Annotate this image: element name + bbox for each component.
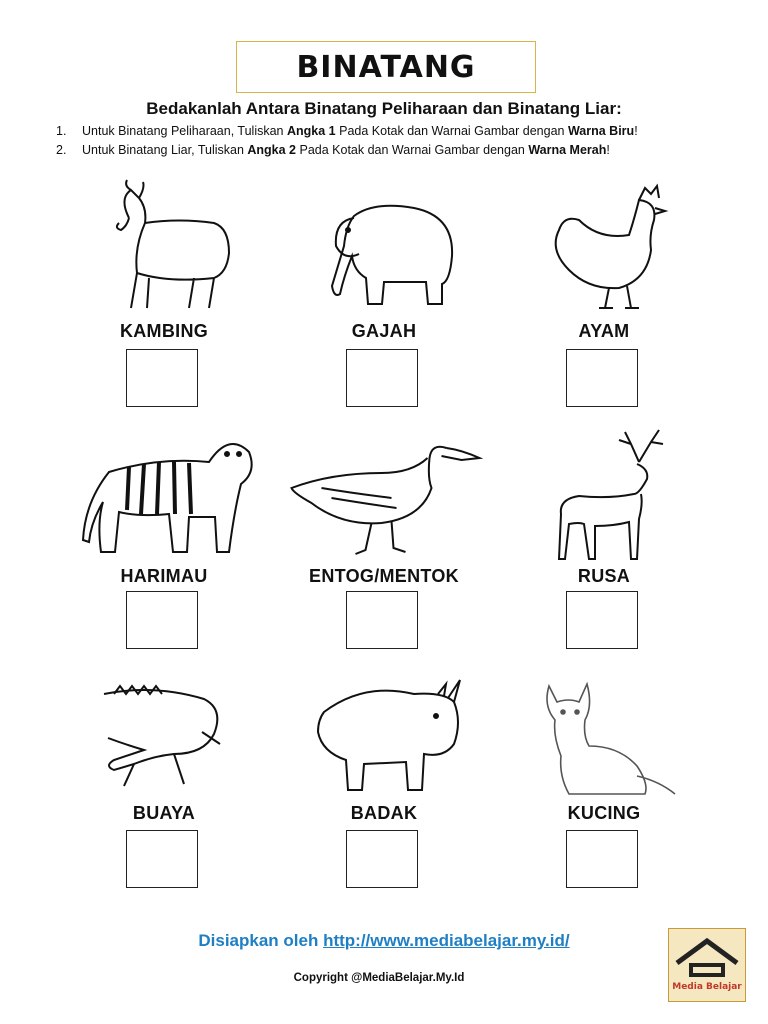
animal-label: BADAK bbox=[350, 803, 418, 823]
website-link[interactable]: http://www.mediabelajar.my.id/ bbox=[323, 931, 570, 950]
answer-box-buaya[interactable] bbox=[126, 830, 198, 888]
instructions-list bbox=[56, 122, 736, 160]
chicken-icon bbox=[539, 180, 669, 315]
answer-box-rusa[interactable] bbox=[566, 591, 638, 649]
copyright-text: Copyright @MediaBelajar.My.Id bbox=[293, 972, 465, 984]
animal-label: BUAYA bbox=[132, 803, 196, 823]
animal-label: KAMBING bbox=[119, 321, 209, 341]
instruction-item: 1. Untuk Binatang Peliharaan, Tuliskan Angka 1 Pada Kotak dan Warnai Gambar dengan Warna Biru! bbox=[56, 124, 638, 138]
elephant-icon bbox=[304, 186, 464, 316]
answer-box-entog[interactable] bbox=[346, 591, 418, 649]
cat-icon bbox=[529, 676, 679, 801]
animal-label: KUCING bbox=[567, 803, 641, 823]
animal-label: HARIMAU bbox=[120, 566, 208, 586]
subtitle: Bedakanlah Antara Binatang Peliharaan dan Binatang Liar: bbox=[146, 99, 622, 118]
animal-label: ENTOG/MENTOK bbox=[309, 566, 459, 586]
answer-box-harimau[interactable] bbox=[126, 591, 198, 649]
svg-text:Media Belajar: Media Belajar bbox=[672, 982, 742, 992]
page-title: BINATANG bbox=[296, 49, 476, 85]
answer-box-kambing[interactable] bbox=[126, 349, 198, 407]
title-box bbox=[236, 41, 536, 93]
tiger-icon bbox=[69, 422, 259, 562]
crocodile-icon bbox=[94, 674, 234, 794]
answer-box-ayam[interactable] bbox=[566, 349, 638, 407]
goat-icon bbox=[89, 178, 239, 313]
answer-box-kucing[interactable] bbox=[566, 830, 638, 888]
rhino-icon bbox=[304, 672, 464, 797]
instruction-item: 2. Untuk Binatang Liar, Tuliskan Angka 2 Pada Kotak dan Warnai Gambar dengan Warna Merah! bbox=[56, 143, 610, 157]
answer-box-gajah[interactable] bbox=[346, 349, 418, 407]
house-book-logo bbox=[668, 928, 746, 1002]
animal-label: GAJAH bbox=[351, 321, 417, 341]
house-book-icon bbox=[669, 929, 745, 1001]
animal-label: AYAM bbox=[578, 321, 630, 341]
prepared-by: Disiapkan oleh http://www.mediabelajar.my.id/ bbox=[198, 931, 570, 950]
deer-icon bbox=[539, 424, 669, 569]
animal-label: RUSA bbox=[577, 566, 631, 586]
duck-icon bbox=[282, 428, 487, 563]
answer-box-badak[interactable] bbox=[346, 830, 418, 888]
